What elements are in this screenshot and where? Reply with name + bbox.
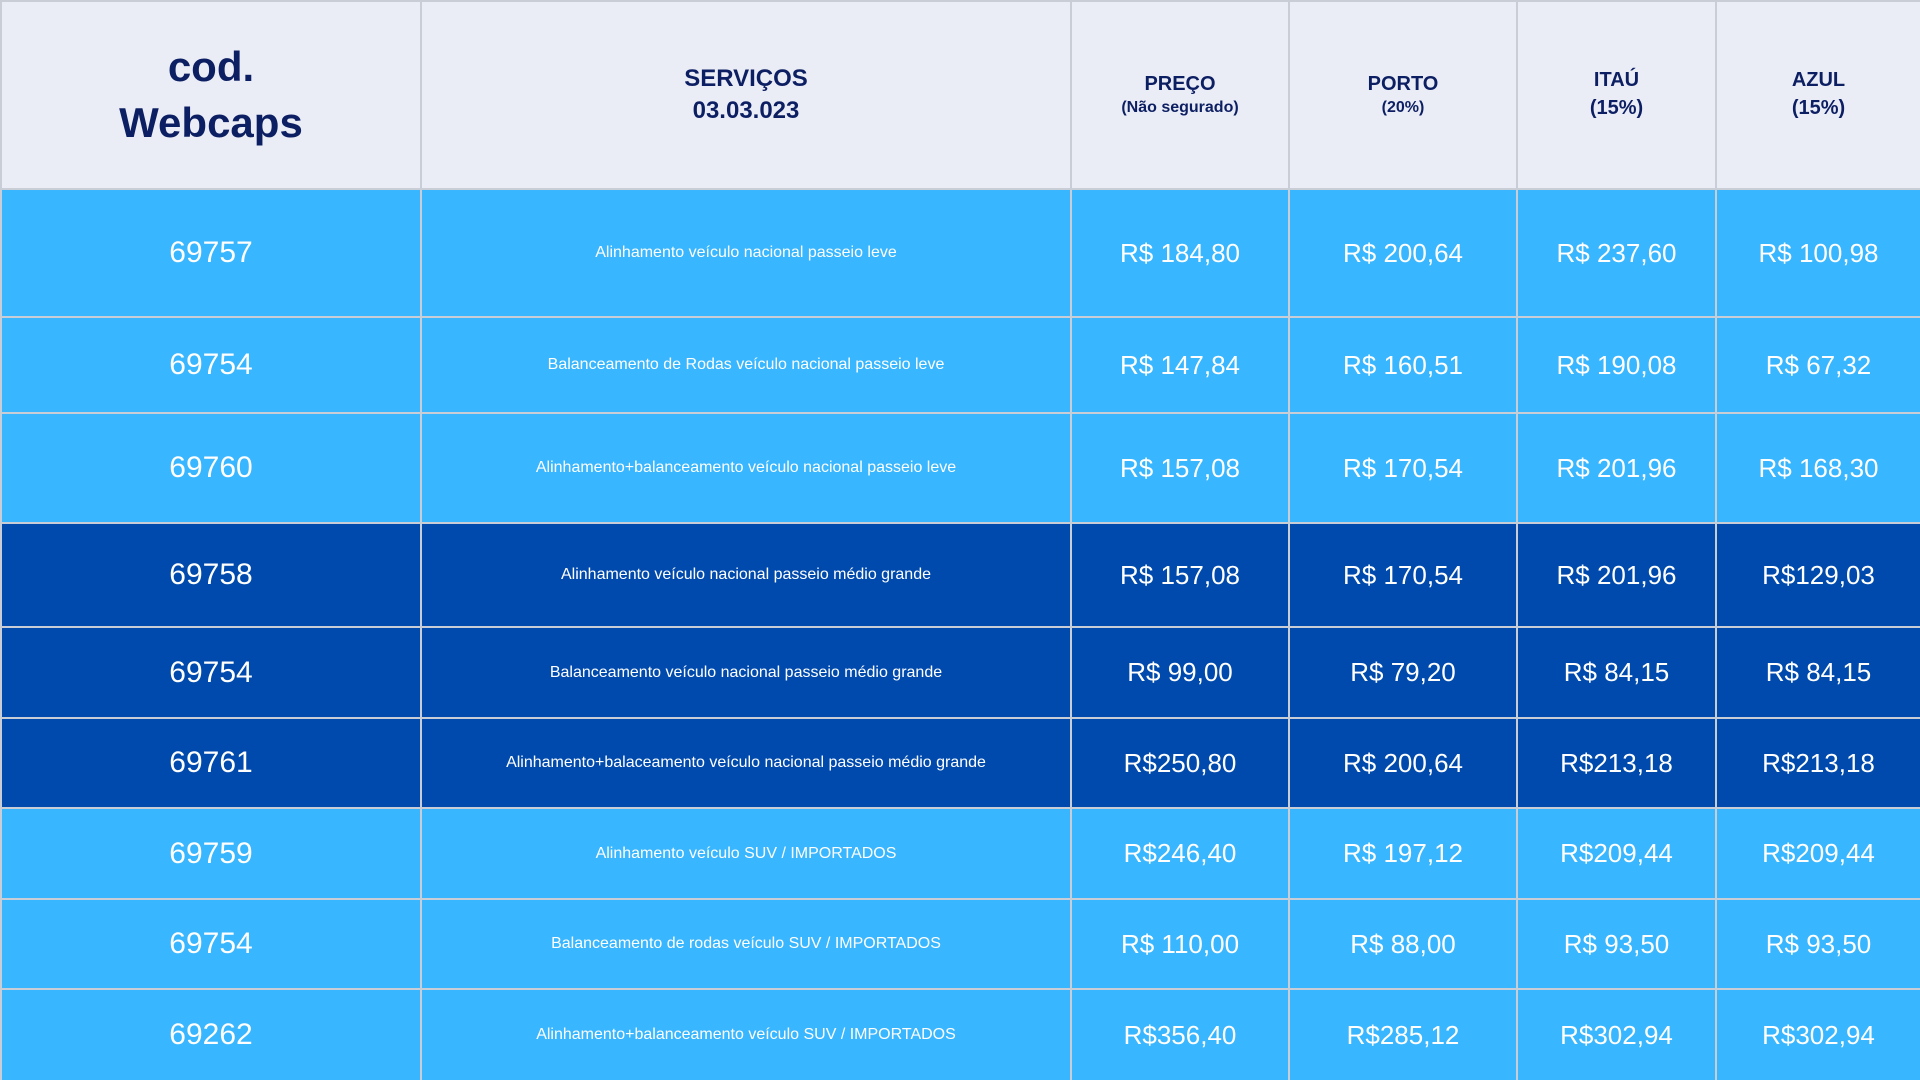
preco-cell: R$356,40 xyxy=(1071,989,1289,1080)
azul-cell: R$ 168,30 xyxy=(1716,413,1920,523)
code-cell: 69761 xyxy=(1,718,421,808)
itau-cell: R$ 84,15 xyxy=(1517,627,1716,718)
service-cell: Alinhamento veículo nacional passeio leve xyxy=(421,189,1071,317)
azul-cell: R$213,18 xyxy=(1716,718,1920,808)
azul-cell: R$ 93,50 xyxy=(1716,899,1920,989)
code-cell: 69754 xyxy=(1,899,421,989)
porto-cell: R$ 160,51 xyxy=(1289,317,1517,413)
service-cell: Alinhamento veículo SUV / IMPORTADOS xyxy=(421,808,1071,899)
code-cell: 69758 xyxy=(1,523,421,627)
header-code-line1: cod. xyxy=(167,43,255,90)
header-code-line2: Webcaps xyxy=(119,99,303,146)
header-porto-sub: (20%) xyxy=(1381,99,1425,116)
itau-cell: R$209,44 xyxy=(1517,808,1716,899)
table-row xyxy=(1,413,1920,523)
porto-cell: R$ 170,54 xyxy=(1289,523,1517,627)
preco-cell: R$ 184,80 xyxy=(1071,189,1289,317)
code-cell: 69754 xyxy=(1,317,421,413)
service-cell: Alinhamento+balanceamento veículo nacional passeio leve xyxy=(421,413,1071,523)
header-itau-title: ITAÚ xyxy=(1593,69,1640,91)
porto-cell: R$285,12 xyxy=(1289,989,1517,1080)
itau-cell: R$213,18 xyxy=(1517,718,1716,808)
service-cell: Alinhamento+balaceamento veículo nacional passeio médio grande xyxy=(421,718,1071,808)
header-itau xyxy=(1517,1,1716,189)
code-cell: 69754 xyxy=(1,627,421,718)
table-row xyxy=(1,189,1920,317)
header-preco xyxy=(1071,1,1289,189)
code-cell: 69262 xyxy=(1,989,421,1080)
preco-cell: R$ 99,00 xyxy=(1071,627,1289,718)
porto-cell: R$ 88,00 xyxy=(1289,899,1517,989)
preco-cell: R$ 157,08 xyxy=(1071,523,1289,627)
header-porto xyxy=(1289,1,1517,189)
preco-cell: R$ 147,84 xyxy=(1071,317,1289,413)
service-cell: Balanceamento de rodas veículo SUV / IMPORTADOS xyxy=(421,899,1071,989)
header-row xyxy=(1,1,1920,189)
table-row xyxy=(1,808,1920,899)
header-services-line2: 03.03.023 xyxy=(692,97,800,124)
azul-cell: R$ 100,98 xyxy=(1716,189,1920,317)
table-row xyxy=(1,899,1920,989)
itau-cell: R$ 190,08 xyxy=(1517,317,1716,413)
table-row xyxy=(1,627,1920,718)
itau-cell: R$ 201,96 xyxy=(1517,413,1716,523)
itau-cell: R$ 237,60 xyxy=(1517,189,1716,317)
code-cell: 69760 xyxy=(1,413,421,523)
porto-cell: R$ 170,54 xyxy=(1289,413,1517,523)
azul-cell: R$302,94 xyxy=(1716,989,1920,1080)
itau-cell: R$ 201,96 xyxy=(1517,523,1716,627)
header-azul-sub: (15%) xyxy=(1791,97,1846,119)
azul-cell: R$129,03 xyxy=(1716,523,1920,627)
header-azul-title: AZUL xyxy=(1791,69,1846,91)
code-cell: 69757 xyxy=(1,189,421,317)
preco-cell: R$246,40 xyxy=(1071,808,1289,899)
header-azul xyxy=(1716,1,1920,189)
table-row xyxy=(1,523,1920,627)
porto-cell: R$ 200,64 xyxy=(1289,718,1517,808)
azul-cell: R$ 84,15 xyxy=(1716,627,1920,718)
preco-cell: R$250,80 xyxy=(1071,718,1289,808)
header-itau-sub: (15%) xyxy=(1589,97,1644,119)
table-row xyxy=(1,989,1920,1080)
table-row xyxy=(1,718,1920,808)
preco-cell: R$ 157,08 xyxy=(1071,413,1289,523)
header-porto-title: PORTO xyxy=(1367,73,1439,95)
header-code xyxy=(1,1,421,189)
azul-cell: R$ 67,32 xyxy=(1716,317,1920,413)
porto-cell: R$ 79,20 xyxy=(1289,627,1517,718)
azul-cell: R$209,44 xyxy=(1716,808,1920,899)
header-services xyxy=(421,1,1071,189)
service-cell: Alinhamento veículo nacional passeio médio grande xyxy=(421,523,1071,627)
header-preco-title: PREÇO xyxy=(1144,73,1216,95)
service-cell: Balanceamento veículo nacional passeio médio grande xyxy=(421,627,1071,718)
itau-cell: R$ 93,50 xyxy=(1517,899,1716,989)
porto-cell: R$ 197,12 xyxy=(1289,808,1517,899)
service-cell: Balanceamento de Rodas veículo nacional passeio leve xyxy=(421,317,1071,413)
table-row xyxy=(1,317,1920,413)
service-cell: Alinhamento+balanceamento veículo SUV / IMPORTADOS xyxy=(421,989,1071,1080)
preco-cell: R$ 110,00 xyxy=(1071,899,1289,989)
header-services-line1: SERVIÇOS xyxy=(684,65,808,92)
code-cell: 69759 xyxy=(1,808,421,899)
porto-cell: R$ 200,64 xyxy=(1289,189,1517,317)
itau-cell: R$302,94 xyxy=(1517,989,1716,1080)
header-preco-sub: (Não segurado) xyxy=(1121,99,1239,116)
